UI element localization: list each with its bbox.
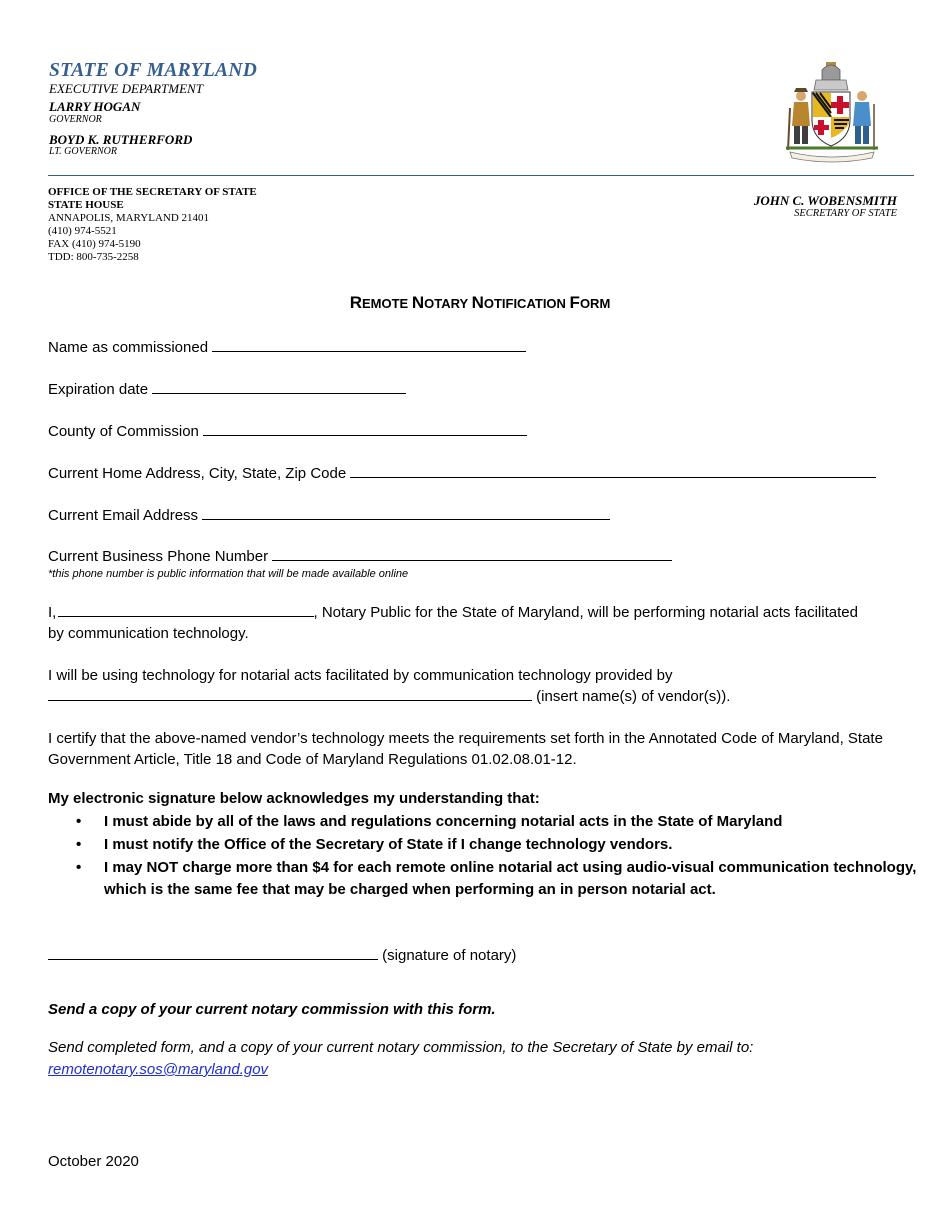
office-name: OFFICE OF THE SECRETARY OF STATE — [48, 186, 257, 198]
name-field-row — [48, 337, 526, 359]
signature-input-line[interactable] — [48, 945, 378, 960]
declaration-prefix: I, — [48, 604, 57, 621]
list-item: • I must notify the Office of the Secretary of State if I change technology vendors. — [48, 834, 920, 856]
maryland-state-seal-icon — [782, 58, 882, 166]
phone-input-line[interactable] — [272, 546, 672, 561]
county-field-row — [48, 421, 527, 443]
email-input-line[interactable] — [202, 505, 610, 520]
lt-governor-title: LT. GOVERNOR — [49, 146, 117, 157]
send-copy-instruction: Send a copy of your current notary commission with this form. — [48, 1001, 496, 1018]
secretary-title: SECRETARY OF STATE — [794, 208, 897, 219]
governor-name: LARRY HOGAN — [49, 99, 141, 114]
address-label: Current Home Address, City, State, Zip Code — [48, 465, 347, 482]
office-phone: (410) 974-5521 — [48, 225, 117, 237]
bullet-icon: • — [76, 813, 82, 830]
signature-row — [48, 945, 516, 967]
office-city: ANNAPOLIS, MARYLAND 21401 — [48, 212, 210, 224]
form-title: REMOTE NOTARY NOTIFICATION FORM — [349, 293, 611, 312]
list-item: • I may NOT charge more than $4 for each remote online notarial act using audio-visual communication technology, which is the same fee that may be charged when performing an in person notarial act. — [76, 859, 917, 898]
vendor-line: I will be using technology for notarial acts facilitated by communication technology provided by — [48, 667, 673, 684]
phone-label: Current Business Phone Number — [48, 548, 269, 565]
department-name: EXECUTIVE DEPARTMENT — [49, 81, 203, 96]
office-fax: FAX (410) 974-5190 — [48, 238, 141, 250]
office-building: STATE HOUSE — [48, 199, 124, 211]
declaration-line — [48, 602, 858, 624]
list-item: • I must abide by all of the laws and regulations concerning notarial acts in the State of Maryland — [48, 811, 920, 833]
declaration-suffix: , Notary Public for the State of Maryland, will be performing notarial acts facilitated — [313, 604, 858, 621]
header-divider — [48, 175, 914, 176]
expiration-input-line[interactable] — [152, 379, 406, 394]
name-label: Name as commissioned — [48, 339, 209, 356]
name-input-line[interactable] — [212, 337, 526, 352]
lt-governor-name: BOYD K. RUTHERFORD — [49, 132, 193, 147]
governor-title: GOVERNOR — [49, 114, 102, 125]
email-link[interactable]: remotenotary.sos@maryland.gov — [48, 1061, 269, 1078]
vendor-input-line[interactable] — [48, 686, 532, 701]
certify-statement: I certify that the above-named vendor’s technology meets the requirements set forth in the Annotated Code of Maryland, State Government Article, Title 18 and Code of Maryland Regulations 01.02.08.01-12. — [48, 730, 883, 768]
expiration-field-row — [48, 379, 406, 401]
county-label: County of Commission — [48, 423, 199, 440]
office-tdd: TDD: 800-735-2258 — [48, 251, 139, 263]
secretary-name: JOHN C. WOBENSMITH — [753, 193, 897, 208]
notary-name-input-line[interactable] — [58, 602, 314, 617]
declaration-continuation: by communication technology. — [48, 625, 249, 642]
acknowledgement-list — [48, 811, 920, 902]
phone-note: *this phone number is public information that will be made available online — [48, 568, 409, 580]
expiration-label: Expiration date — [48, 381, 149, 398]
signature-label: (signature of notary) — [382, 947, 517, 964]
bullet-icon: • — [76, 836, 82, 853]
email-label: Current Email Address — [48, 507, 199, 524]
form-date: October 2020 — [48, 1153, 139, 1170]
send-instructions: Send completed form, and a copy of your current notary commission, to the Secretary of State by email to: remotenotary.sos@maryland.gov — [48, 1039, 754, 1078]
vendor-input-row — [48, 686, 730, 708]
address-input-line[interactable] — [350, 463, 876, 478]
vendor-suffix: (insert name(s) of vendor(s)). — [536, 688, 731, 705]
state-title: STATE OF MARYLAND — [49, 60, 258, 81]
acknowledgement-heading: My electronic signature below acknowledges my understanding that: — [48, 790, 540, 807]
phone-field-row — [48, 546, 672, 568]
address-field-row — [48, 463, 876, 485]
county-input-line[interactable] — [203, 421, 527, 436]
bullet-icon: • — [76, 859, 82, 876]
email-field-row — [48, 505, 610, 527]
